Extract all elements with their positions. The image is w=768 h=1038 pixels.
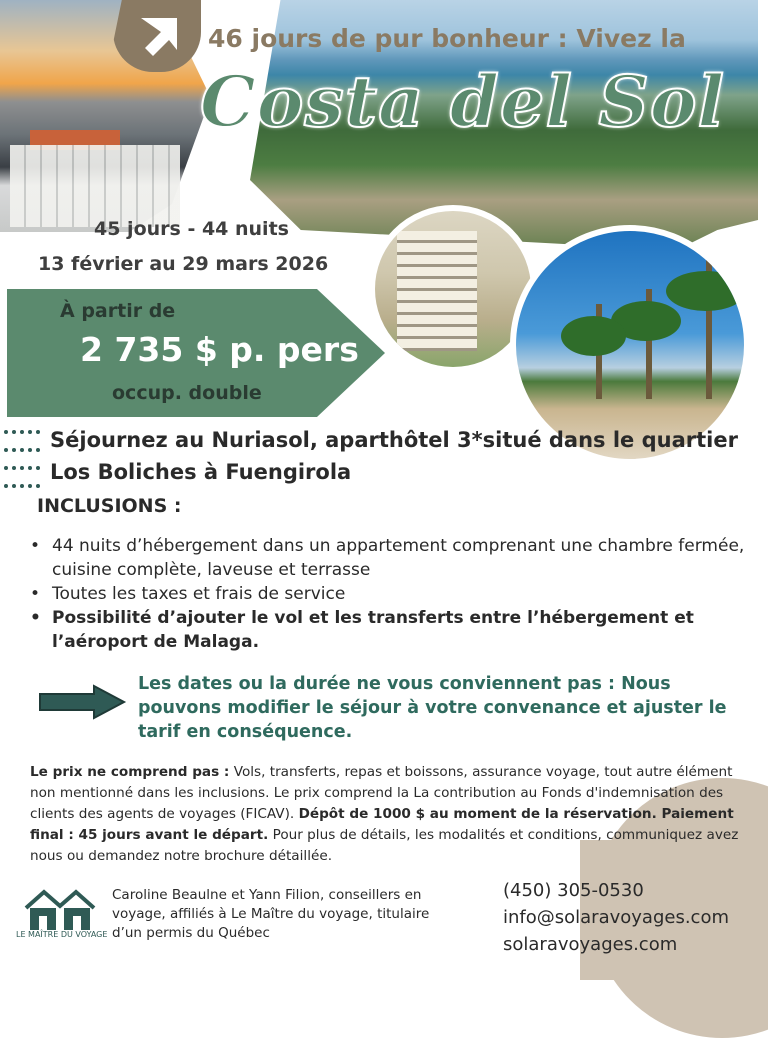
email-link[interactable]: info@solaravoyages.com — [503, 907, 730, 928]
inclusions-title: INCLUSIONS : — [37, 495, 182, 517]
list-item: • Toutes les taxes et frais de service — [30, 582, 760, 606]
fine-print-text: Vols, transferts, repas et boissons, assurance voyage, tout autre élément non mentionné dans les inclusions. Le prix comprend la La contribution au Fonds d'indemnisation des clients des agents de voyages (FICAV). — [30, 764, 733, 822]
page-title: Costa del Sol — [200, 60, 726, 143]
price-occupancy: occup. double — [112, 382, 262, 404]
stay-line-1: Séjournez au Nuriasol, aparthôtel 3*situé dans le quartier — [50, 428, 738, 452]
phone-number[interactable]: (450) 305-0530 — [503, 880, 644, 901]
brand-name: LE MAÎTRE DU VOYAGE — [16, 930, 108, 939]
stay-line-2: Los Boliches à Fuengirola — [50, 460, 352, 484]
list-item: • Possibilité d’ajouter le vol et les transferts entre l’hébergement et l’aéroport de Malaga. — [30, 606, 760, 654]
flexibility-note: Les dates ou la durée ne vous conviennent pas : Nous pouvons modifier le séjour à votre convenance et ajuster le tarif en conséquence. — [138, 674, 727, 742]
headline: 46 jours de pur bonheur : Vivez la — [208, 24, 686, 53]
agency-logo-mark — [113, 0, 201, 72]
fine-print-label: Le prix ne comprend pas : — [30, 764, 230, 780]
trip-duration: 45 jours - 44 nuits — [94, 218, 289, 240]
sunset-building — [10, 145, 180, 227]
arrow-right-icon — [36, 684, 128, 720]
website-link[interactable]: solaravoyages.com — [503, 934, 678, 955]
contact-block — [503, 877, 729, 958]
trip-dates: 13 février au 29 mars 2026 — [38, 253, 329, 275]
inclusions-list — [30, 534, 760, 654]
fine-print-deposit: Dépôt de 1000 $ au moment de la réservation. Paiement final : 45 jours avant le départ. — [30, 806, 734, 843]
list-item: • 44 nuits d’hébergement dans un appartement comprenant une chambre fermée, cuisine complète, laveuse et terrasse — [30, 534, 760, 582]
advisors-note: Caroline Beaulne et Yann Filion, conseillers en voyage, affiliés à Le Maître du voyage, titulaire d’un permis du Québec — [112, 887, 430, 941]
fine-print — [30, 762, 745, 867]
fine-print-conditions: Pour plus de détails, les modalités et conditions, communiquez avez nous ou demandez notre brochure détaillée. — [30, 827, 739, 864]
price-amount: 2 735 $ p. pers — [80, 330, 359, 369]
price-from-label: À partir de — [60, 300, 176, 322]
stay-description — [50, 424, 768, 488]
bullet-dots-icon — [4, 430, 40, 502]
